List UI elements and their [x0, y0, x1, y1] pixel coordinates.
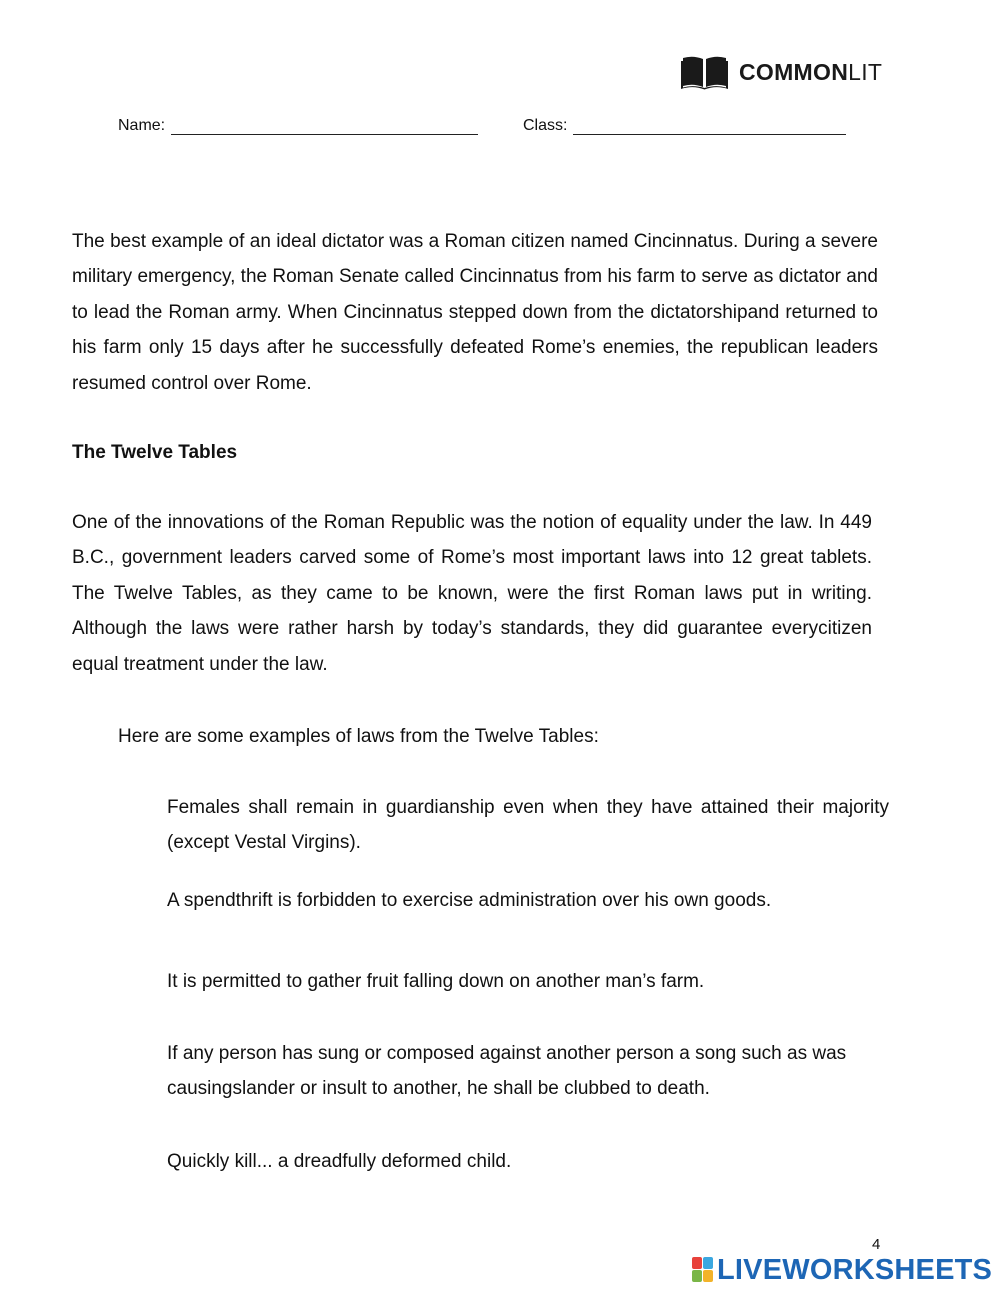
logo-light-text: LIT [848, 58, 883, 85]
class-label: Class: [523, 117, 568, 134]
law-item: Females shall remain in guardianship even when they have attained their majority (except Vestal Virgins). [167, 797, 889, 854]
law-item: A spendthrift is forbidden to exercise administration over his own goods. [167, 890, 772, 911]
logo-bold-text: COMMON [739, 58, 849, 85]
laws-intro: Here are some examples of laws from the Twelve Tables: [118, 726, 599, 747]
logo-wordmark [739, 58, 883, 85]
name-label: Name: [118, 117, 166, 134]
law-item: Quickly kill... a dreadfully deformed child. [167, 1151, 512, 1172]
law-item: It is permitted to gather fruit falling down on another man’s farm. [167, 971, 705, 992]
commonlit-logo [681, 54, 882, 90]
paragraph-cincinnatus: The best example of an ideal dictator was a Roman citizen named Cincinnatus. During a severe military emergency, the Roman Senate called Cincinnatus from his farm to serve as dictator and to lead the Roman army. When Cincinnatus stepped down from the dictatorshipand returned to his farm only 15 days after he successfully defeated Rome’s enemies, the republican leaders resumed control over Rome. [72, 231, 878, 394]
name-field [118, 117, 478, 135]
class-field [523, 117, 846, 135]
open-book-icon [681, 54, 728, 90]
law-item: If any person has sung or composed against another person a song such as was causingslander or insult to another, he shall be clubbed to death. [167, 1043, 847, 1100]
page-number: 4 [872, 1236, 881, 1253]
liveworksheets-blocks-icon [692, 1257, 714, 1283]
name-input-line[interactable] [171, 118, 478, 135]
liveworksheets-wordmark: LIVEWORKSHEETS [717, 1253, 993, 1286]
liveworksheets-logo [692, 1254, 992, 1286]
class-input-line[interactable] [573, 118, 846, 135]
section-heading: The Twelve Tables [72, 442, 238, 463]
paragraph-twelve-tables: One of the innovations of the Roman Republic was the notion of equality under the law. In 449 B.C., government leaders carved some of Rome’s most important laws into 12 great tablets. The Twelve Tables, as they came to be known, were the first Roman laws put in writing. Although the laws were rather harsh by today’s standards, they did guarantee everycitizen equal treatment under the law. [72, 512, 872, 675]
